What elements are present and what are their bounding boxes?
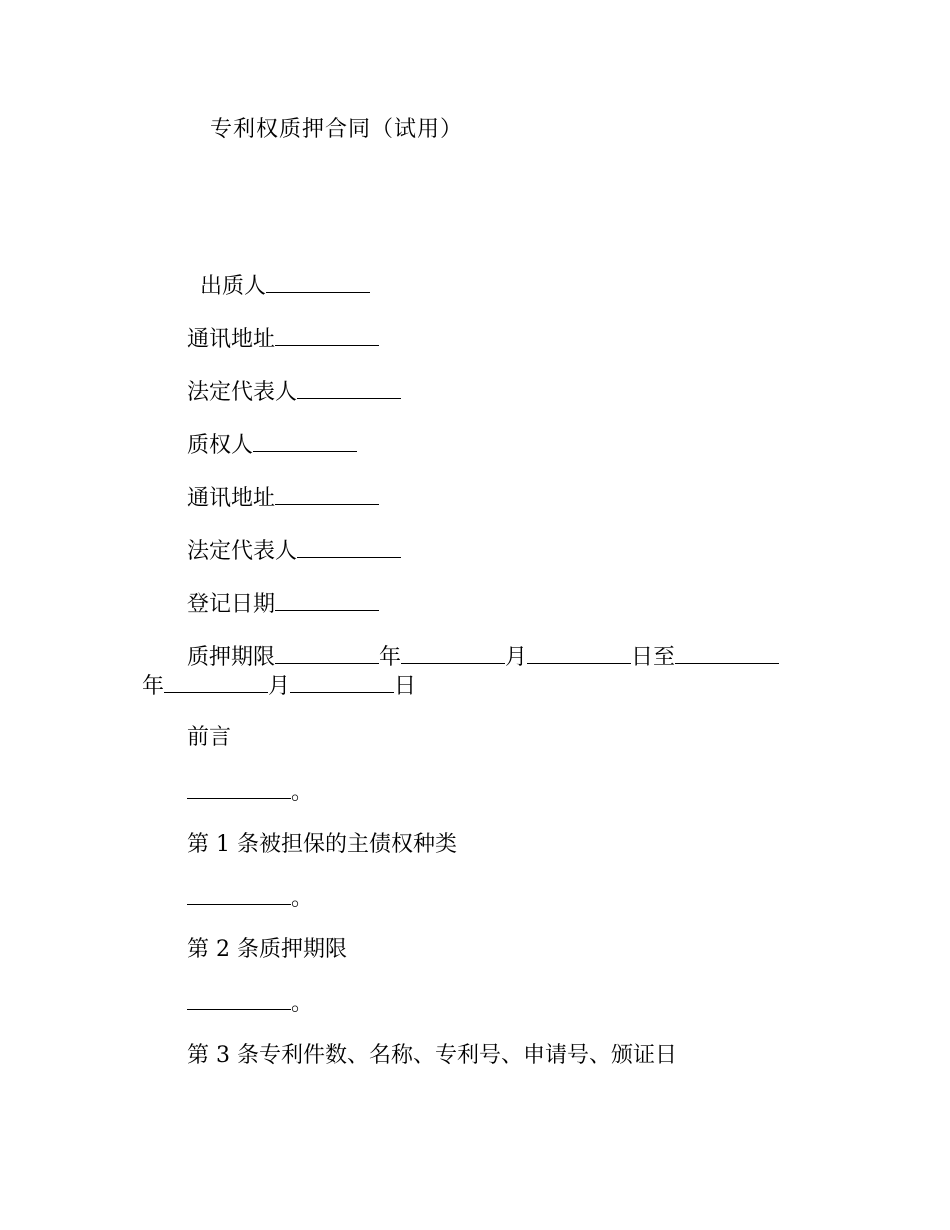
registration-date-label: 登记日期	[187, 592, 276, 617]
term-end-year-blank	[675, 643, 779, 664]
pledgee-line	[187, 431, 357, 461]
registration-date-line	[187, 590, 379, 620]
article-2-period: 。	[291, 991, 314, 1016]
term-start-year-blank	[275, 643, 379, 664]
pledge-term-line	[187, 643, 779, 673]
term-start-year-label: 年	[379, 645, 402, 670]
article-2-content-line	[187, 989, 313, 1019]
preface-blank	[187, 778, 291, 799]
pledgee-address-label: 通讯地址	[187, 486, 276, 511]
pledgee-rep-blank	[297, 537, 401, 558]
article-2-blank	[187, 989, 291, 1010]
term-start-month-blank	[401, 643, 505, 664]
preface-period: 。	[291, 780, 314, 805]
pledgor-rep-blank	[297, 378, 401, 399]
pledgor-address-line	[187, 325, 379, 355]
article-1-blank	[187, 884, 291, 905]
pledge-term-label: 质押期限	[187, 645, 276, 670]
pledgee-rep-label: 法定代表人	[187, 539, 298, 564]
pledgor-label: 出质人	[200, 274, 267, 299]
pledgee-blank	[253, 431, 357, 452]
term-end-month-blank	[164, 672, 268, 693]
pledgor-rep-label: 法定代表人	[187, 380, 298, 405]
term-end-month-label: 月	[268, 674, 291, 699]
term-start-month-label: 月	[505, 645, 528, 670]
article-3-heading: 第 3 条专利件数、名称、专利号、申请号、颁证日	[187, 1043, 677, 1068]
pledgee-address-line	[187, 484, 379, 514]
article-2-heading: 第 2 条质押期限	[187, 937, 347, 962]
article-1-heading: 第 1 条被担保的主债权种类	[187, 832, 457, 857]
article-1-content-line	[187, 884, 313, 914]
term-end-day-label: 日	[394, 674, 417, 699]
pledgee-address-blank	[275, 484, 379, 505]
preface-heading: 前言	[187, 725, 232, 750]
pledgee-label: 质权人	[187, 433, 254, 458]
registration-date-blank	[275, 590, 379, 611]
preface-content-line	[187, 778, 313, 808]
term-end-day-blank	[290, 672, 394, 693]
pledgor-address-label: 通讯地址	[187, 327, 276, 352]
pledgor-blank	[266, 272, 370, 293]
term-start-day-blank	[527, 643, 631, 664]
article-1-period: 。	[291, 886, 314, 911]
term-day-to-label: 日至	[631, 645, 676, 670]
pledgor-rep-line	[187, 378, 401, 408]
pledgee-rep-line	[187, 537, 401, 567]
document-title: 专利权质押合同（试用）	[210, 117, 464, 142]
pledgor-line	[200, 272, 370, 302]
pledge-term-line-continued	[142, 672, 416, 702]
pledgor-address-blank	[275, 325, 379, 346]
term-end-year-label: 年	[142, 674, 165, 699]
